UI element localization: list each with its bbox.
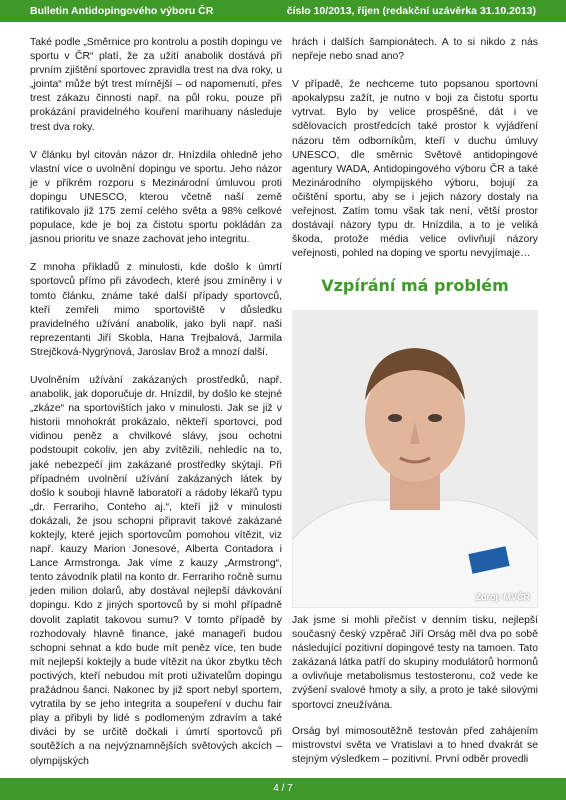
left-column (30, 36, 282, 783)
paragraph: V případě, že nechceme tuto popsanou sportovní apokalypsu zažít, je nutno v boji za čistotu sportu vytrvat. Bylo by velice prospěšné, dát i ve sdělovacích prostředcích také prostor k vyjádření názoru těm odborníkům, kteří v duchu úmluvy UNESCO, dle směrnic Světové antidopingové agentury WADA, Antidopingového výboru ČR a také Mezinárodního olympijského výboru, bojují za očištění sportu, aby se i jejich názory dostaly na veřejnost. Zatím tomu však tak není, větší prostor dostávají názory typu dr. Hnízdila, a to je veliká škoda, protože média velice ovlivňují názory veřejnosti, pohled na doping ve sportu nevyjímaje… (292, 79, 538, 260)
right-column-top (292, 36, 538, 275)
portrait-illustration (292, 310, 538, 608)
bulletin-title: Bulletin Antidopingového výboru ČR (30, 5, 214, 17)
paragraph: hrách i dalších šampionátech. A to si nikdo z nás nepřeje nebo snad ano? (292, 37, 538, 63)
section-heading: Vzpírání má problém (321, 276, 509, 295)
paragraph: Jak jsme si mohli přečíst v denním tisku, nejlepší současný český vzpěrač Jiří Orság měl dva po sobě následující pozitivní dopingové testy na tamoen. Tato zakázaná látka patří do skupiny modulátorů hormonů a ovlivňuje metabolismus testosteronu, což vede ke zvýšení svalové hmoty a síly, a proto je také silovými sportovci zneužívána. (292, 615, 538, 711)
paragraph: Z mnoha příkladů z minulosti, kde došlo k úmrtí sportovců přímo při závodech, které jsou zmíněny i v tomto článku, známe také další případy sportovců, kteří zemřeli mimo sportoviště v důsledku pravidelného užívání anabolik, jako byli např. naši reprezentanti Jiří Skobla, Hana Trejbalová, Jarmila Strejčková-Nygrýnová, Jaroslav Brož a mnozí další. (30, 262, 282, 358)
right-column-bottom (292, 614, 538, 779)
page-footer (0, 778, 566, 800)
athlete-photo (292, 310, 538, 608)
paragraph: V článku byl citován názor dr. Hnízdila ohledně jeho vlastní více o uvolnění dopingu ve sportu. Jeho názor je v příkrém rozporu s Mezinárodní úmluvou proti dopingu UNESCO, kterou včetně naší země ratifikovalo již 175 zemí celého světa a 98% celkové populace, kde je boj za čistotu sportu pokládán za jasnou prioritu ve snaze zachovat jeho integritu. (30, 149, 282, 246)
paragraph: Uvolněním užívání zakázaných prostředků, např. anabolik, jak doporučuje dr. Hnízdil, by došlo ke stejné „zkáze“ na sportovištích jako v minulosti. Jak se již v historii mnohokrát prokázalo, někteří sportovci, pod vidinou peněz a chvilkové slávy, jsou ochotni podstoupit cokoliv, jen aby zvítězili, nehledíc na to, jaké nebezpečí jim zakázané prostředky skýtají. Při případném uvolnění užívání zakázaných látek by došlo k souboji hlavně laboratoří a rádoby lékařů typu „dr. Ferrariho, Conteho aj.“, kteří již v minulosti dokázali, že jsou schopni připravit takové zakázané koktejly, které jejich sportovcům pomohou vítězit, viz např. kauzy Marion Jonesové, Alberta Contadora i Lance Armstronga. Jak víme z kauzy „Armstrong“, tento závodník platil na konto dr. Ferrariho ročně sumu jeden milion dolarů, aby dostával nejlepší dávkování dopingu. Kdo z jiných sportovců by si mohl případně dovolit zaplatit takovou sumu? V tomto případě by rozhodovaly hlavně finance, jaké manageři budou schopni sehnat a kdo bude mít peněz více, ten bude mít nejlepší koktejly a bude vítězit na úkor zbytku těch poctivých, kteří nebudou mít proti uživatelům dopingu pražádnou šanci. Nakonec by již sport nebyl sportem, vytratila by se jeho integrita a soupeření v duchu fair play a přibyli by lidé s podlomeným zdravím a také diváci by se určitě dočkali i úmrtí sportovců při soutěžích a na nejvýznamnějších světových akcích – olympijských (30, 374, 282, 767)
paragraph: Orság byl mimosoutěžně testován před zahájením mistrovství světa ve Vratislavi a to hned dvakrát se stejným výsledkem – pozitivní. První odběr provedli (292, 725, 538, 765)
page-header (0, 0, 566, 22)
paragraph: Také podle „Směrnice pro kontrolu a postih dopingu ve sportu v ČR“ platí, že za užití anabolik dostává při prvním zjištění sportovec zpravidla trest na dva roky, u „jointa“ může být trest mírnější – od napomenutí, přes trest zákazu činnosti např. na půl roku, pouze při prokázání pravidelného kouření marihuany následuje trest dva roky. (30, 37, 282, 133)
photo-credit: Zdroj: MVČR (475, 592, 530, 602)
issue-info: číslo 10/2013, říjen (redakční uzávěrka 31.10.2013) (286, 5, 536, 17)
page-number: 4 / 7 (273, 783, 293, 794)
